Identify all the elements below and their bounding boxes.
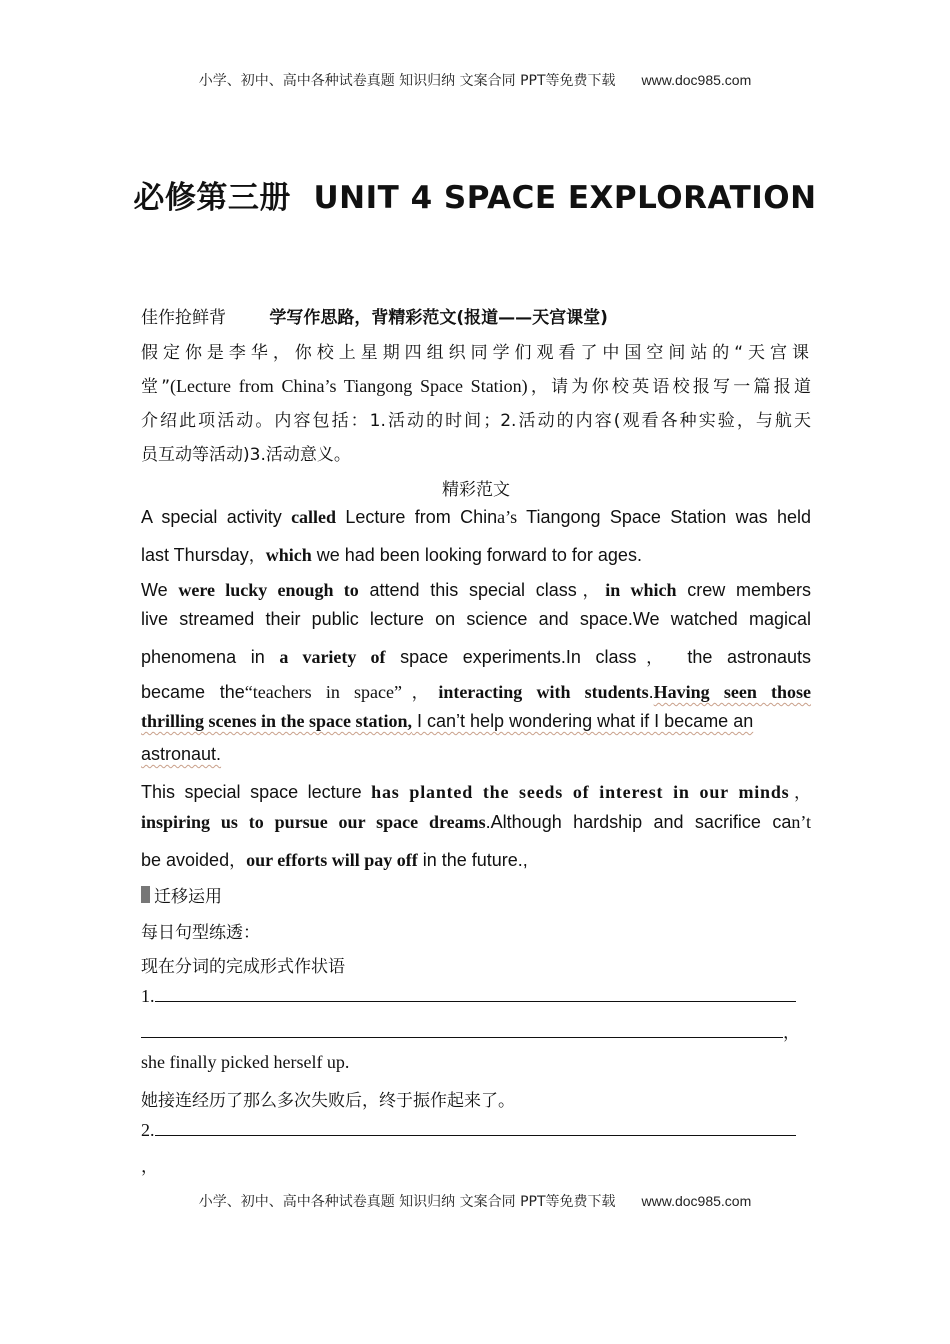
page-header [0, 70, 950, 90]
answer-blank-1a[interactable] [155, 985, 796, 1002]
title-en: UNIT 4 SPACE EXPLORATION [313, 180, 817, 216]
essay-line-10: inspiring us to pursue our space dreams.Although hardship and sacrifice can’t [141, 812, 812, 832]
essay-line-6: became the“teachers in space”，interacting with students.Having seen those [141, 682, 812, 703]
section-label: 佳作抢鲜背 [141, 308, 226, 328]
question-1-number: 1. [141, 986, 155, 1006]
question-1-line-a [141, 985, 811, 1007]
answer-blank-1b[interactable] [141, 1021, 783, 1038]
prompt-line-3: 介绍此项活动。内容包括：1.活动的时间；2.活动的内容(观看各种实验，与航天 [141, 411, 811, 431]
essay-line-4: live streamed their public lecture on science and space.We watched magical [141, 609, 811, 629]
footer-site-link[interactable]: www.doc985.com [641, 1193, 752, 1209]
essay-line-9: This special space lecture has planted the seeds of interest in our minds， [141, 782, 811, 803]
question-1-chinese: 她接连经历了那么多次失败后，终于振作起来了。 [141, 1091, 515, 1111]
section-marker-icon [141, 886, 150, 903]
essay-line-8: astronaut. [141, 744, 222, 764]
question-2-number: 2. [141, 1120, 155, 1140]
prompt-line-1: 假定你是李华，你校上星期四组织同学们观看了中国空间站的“天宫课 [141, 343, 811, 363]
section-subtitle: 学写作思路，背精彩范文(报道——天宫课堂) [269, 308, 608, 328]
header-site-link[interactable]: www.doc985.com [641, 72, 752, 88]
prompt-line-4: 员互动等活动)3.活动意义。 [141, 445, 351, 465]
practice-topic: 现在分词的完成形式作状语 [141, 957, 345, 977]
essay-line-5: phenomena in a variety of space experiments.In class， the astronauts [141, 647, 812, 668]
practice-heading: 迁移运用 [141, 882, 811, 907]
essay-line-7: thrilling scenes in the space station, I can’t help wondering what if I became an [141, 711, 754, 731]
question-2-line-a [141, 1119, 811, 1141]
question-1-line-b: ， [141, 1018, 811, 1043]
answer-blank-2a[interactable] [155, 1119, 796, 1136]
essay-line-2: last Thursday，which we had been looking forward to for ages. [141, 545, 642, 566]
title-cn: 必修第三册 [133, 180, 291, 216]
page-footer [0, 1191, 950, 1211]
practice-subheading: 每日句型练透： [141, 923, 260, 943]
section-heading [141, 303, 811, 328]
essay-line-11: be avoided，our efforts will pay off in the future., [141, 850, 528, 871]
essay-line-3: We were lucky enough to attend this special class，in which crew members [141, 580, 811, 601]
header-text: 小学、初中、高中各种试卷真题 知识归纳 文案合同 PPT等免费下载 [198, 73, 616, 89]
question-1-english: she finally picked herself up. [141, 1052, 350, 1072]
model-essay-label: 精彩范文 [442, 480, 510, 500]
essay-line-1: A special activity called Lecture from China’s Tiangong Space Station was held [141, 507, 811, 527]
page-title [0, 172, 950, 217]
question-2-comma: ， [141, 1157, 158, 1177]
footer-text: 小学、初中、高中各种试卷真题 知识归纳 文案合同 PPT等免费下载 [198, 1194, 616, 1210]
prompt-line-2: 堂”(Lecture from China’s Tiangong Space Station)，请为你校英语校报写一篇报道 [141, 376, 812, 397]
